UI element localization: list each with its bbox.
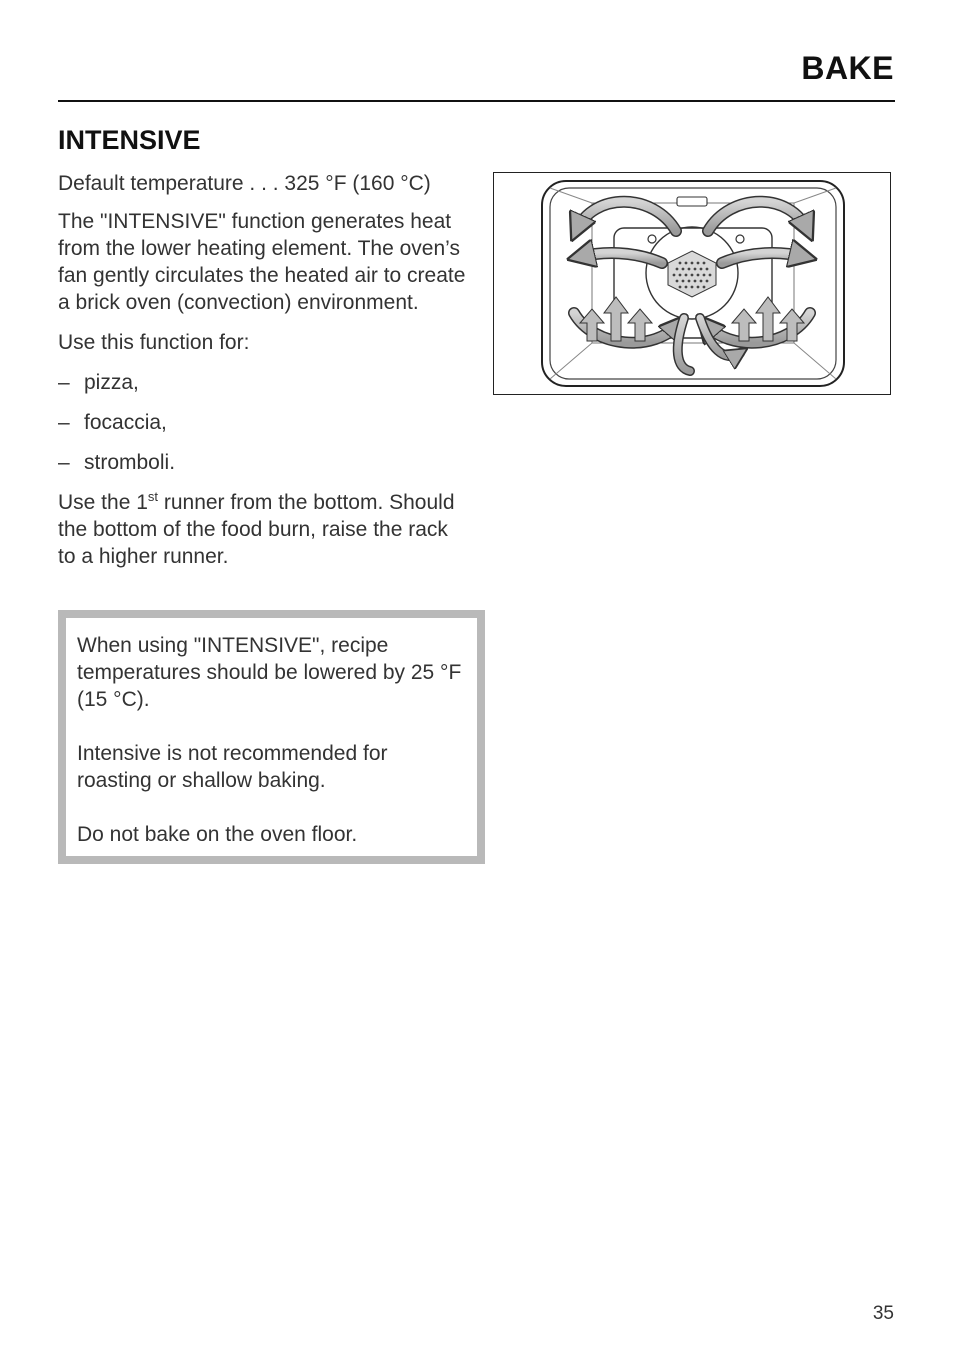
list-item-text: pizza, bbox=[84, 371, 139, 394]
list-item-text: focaccia, bbox=[84, 411, 167, 434]
list-item bbox=[58, 409, 468, 436]
note-paragraph: When using "INTENSIVE", recipe temperatures should be lowered by 25 °F (15 °C). bbox=[77, 634, 462, 711]
runner-text-before: Use the 1 bbox=[58, 491, 148, 514]
main-text-column bbox=[58, 170, 468, 583]
list-item bbox=[58, 369, 468, 396]
note-box bbox=[58, 610, 485, 864]
use-for-intro: Use this function for: bbox=[58, 331, 250, 354]
section-title: INTENSIVE bbox=[58, 125, 201, 155]
oven-convection-airflow-icon bbox=[494, 173, 890, 394]
note-paragraph: Do not bake on the oven floor. bbox=[77, 823, 358, 846]
function-description: The "INTENSIVE" function generates heat from the lower heating element. The oven’s fan gently circulates the heated air to create a brick oven (convection) environment. bbox=[58, 210, 466, 314]
default-temperature: Default temperature . . . 325 °F (160 °C) bbox=[58, 172, 431, 195]
page-header-title: BAKE bbox=[801, 50, 894, 86]
list-dash: – bbox=[58, 371, 70, 394]
header-divider bbox=[58, 100, 895, 102]
runner-instruction bbox=[58, 489, 468, 570]
list-item-text: stromboli. bbox=[84, 451, 176, 474]
list-item bbox=[58, 449, 468, 476]
list-dash: – bbox=[58, 411, 70, 434]
note-paragraph: Intensive is not recommended for roasting or shallow baking. bbox=[77, 742, 388, 792]
runner-superscript: st bbox=[147, 489, 159, 504]
oven-airflow-diagram bbox=[493, 172, 891, 395]
runner-text-after: runner from the bottom. Should the bottom of the food burn, raise the rack to a higher runner. bbox=[58, 491, 455, 568]
list-dash: – bbox=[58, 451, 70, 474]
page-number: 35 bbox=[872, 1303, 894, 1324]
